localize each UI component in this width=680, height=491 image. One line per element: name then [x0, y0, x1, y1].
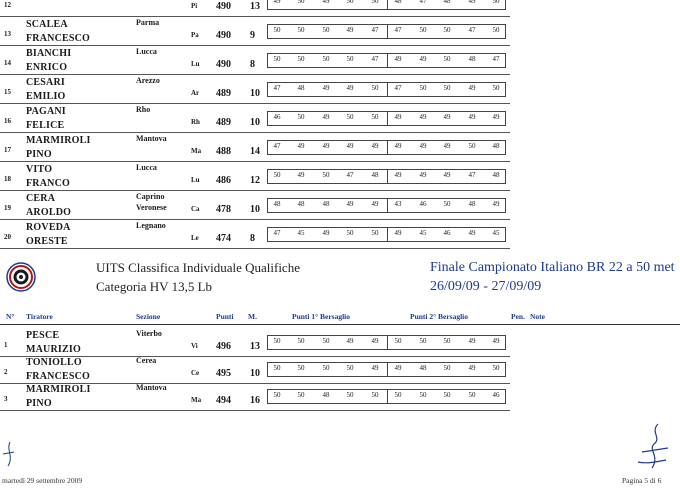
score-cell: 50	[297, 26, 305, 34]
shooter-firstname: FRANCO	[26, 178, 70, 189]
shooter-surname: PESCE	[26, 330, 60, 341]
total-points: 474	[216, 233, 231, 244]
header-no: N°	[6, 312, 15, 321]
score-cell: 50	[492, 364, 500, 372]
score-cell: 50	[492, 26, 500, 34]
score-cell: 50	[273, 337, 281, 345]
shooter-section: Legnano	[136, 221, 166, 230]
score-cell: 50	[371, 229, 379, 237]
section-abbr: Lu	[191, 60, 200, 68]
shooter-section: Caprino	[136, 192, 165, 201]
row-number: 13	[4, 30, 11, 38]
score-cell: 49	[443, 171, 451, 179]
category-label: Categoria HV 13,5 Lb	[96, 279, 213, 294]
row-number: 14	[4, 59, 11, 67]
score-cell: 49	[419, 113, 427, 121]
header-rule	[0, 324, 680, 325]
total-points: 495	[216, 368, 231, 379]
score-cell: 49	[443, 113, 451, 121]
score-cell: 49	[371, 200, 379, 208]
score-cell: 49	[371, 337, 379, 345]
mouches-count: 14	[250, 146, 260, 157]
score-cell: 50	[297, 337, 305, 345]
score-cell: 48	[443, 0, 451, 5]
score-cell: 50	[419, 337, 427, 345]
score-cell: 50	[297, 55, 305, 63]
table-row	[0, 191, 680, 220]
shooter-section: Rho	[136, 105, 151, 114]
score-cell: 50	[468, 391, 476, 399]
table-row	[0, 46, 680, 75]
score-cell: 50	[443, 84, 451, 92]
mouches-count: 10	[250, 204, 260, 215]
row-number: 2	[4, 368, 8, 376]
shooter-surname: TONIOLLO	[26, 357, 82, 368]
table-row	[0, 17, 680, 46]
event-dates: 26/09/09 - 27/09/09	[430, 279, 542, 294]
shooter-firstname: FRANCESCO	[26, 33, 91, 44]
score-cell: 49	[419, 142, 427, 150]
score-cell: 49	[394, 113, 402, 121]
score-cell: 45	[419, 229, 427, 237]
score-cell: 50	[443, 200, 451, 208]
shooter-section: Parma	[136, 18, 160, 27]
score-cell: 49	[394, 142, 402, 150]
header-target2: Punti 2° Bersaglio	[410, 312, 469, 321]
score-cell: 50	[443, 391, 451, 399]
score-cell: 50	[394, 337, 402, 345]
score-cell: 50	[346, 0, 354, 5]
shooter-section: Mantova	[136, 134, 167, 143]
total-points: 490	[216, 30, 231, 41]
table-row	[0, 0, 680, 17]
score-cell: 50	[322, 337, 330, 345]
score-cell: 46	[419, 200, 427, 208]
shooter-firstname: MAURIZIO	[26, 344, 81, 355]
header-m: M.	[248, 312, 257, 321]
total-points: 489	[216, 88, 231, 99]
score-cell: 49	[346, 26, 354, 34]
shooter-surname: ROVEDA	[26, 222, 71, 233]
score-cell: 50	[273, 391, 281, 399]
total-points: 496	[216, 341, 231, 352]
score-cell: 50	[346, 391, 354, 399]
shooter-firstname: FELICE	[26, 120, 65, 131]
row-number: 12	[4, 1, 11, 9]
score-cell: 49	[492, 113, 500, 121]
table-row	[0, 75, 680, 104]
score-cell: 49	[322, 84, 330, 92]
score-cell: 49	[394, 55, 402, 63]
shooter-section-line2: Veronese	[136, 203, 167, 212]
score-cell: 49	[273, 0, 281, 5]
row-number: 19	[4, 204, 11, 212]
section-abbr: Rh	[191, 118, 200, 126]
mouches-count: 13	[250, 341, 260, 352]
score-cell: 49	[371, 142, 379, 150]
score-cell: 50	[346, 113, 354, 121]
score-cell: 49	[394, 364, 402, 372]
score-cell: 50	[443, 364, 451, 372]
score-cell: 50	[371, 391, 379, 399]
score-cell: 46	[443, 229, 451, 237]
score-cell: 50	[273, 26, 281, 34]
score-cell: 49	[322, 229, 330, 237]
score-cell: 48	[273, 200, 281, 208]
table-row	[0, 220, 680, 249]
score-cell: 49	[346, 200, 354, 208]
header-points: Punti	[216, 312, 234, 321]
score-cell: 50	[346, 55, 354, 63]
section-abbr: Ca	[191, 205, 200, 213]
score-cell: 50	[492, 0, 500, 5]
table-row	[0, 104, 680, 133]
shooter-surname: CESARI	[26, 77, 65, 88]
score-cell: 47	[468, 26, 476, 34]
score-cell: 50	[443, 26, 451, 34]
score-cell: 50	[322, 55, 330, 63]
score-cell: 50	[346, 364, 354, 372]
page-title: UITS Classifica Individuale Qualifiche	[96, 260, 300, 275]
shooter-surname	[26, 0, 76, 1]
score-cell: 50	[371, 84, 379, 92]
shooter-firstname: PINO	[26, 398, 52, 409]
row-separator	[0, 410, 510, 411]
score-cell: 49	[346, 84, 354, 92]
row-number: 17	[4, 146, 11, 154]
footer-page-number: Pagina 5 di 6	[622, 476, 662, 485]
total-points: 488	[216, 146, 231, 157]
score-cell: 49	[492, 337, 500, 345]
table-row	[0, 133, 680, 162]
shooter-section: Mantova	[136, 383, 167, 392]
header-shooter: Tiratore	[26, 312, 53, 321]
section-abbr: Lu	[191, 176, 200, 184]
shooter-firstname: ORESTE	[26, 236, 68, 247]
score-cell: 50	[322, 26, 330, 34]
signature-right	[628, 422, 676, 474]
section-abbr: Pi	[191, 2, 198, 10]
score-cell: 45	[297, 229, 305, 237]
shooter-firstname: EMILIO	[26, 91, 66, 102]
score-cell: 49	[394, 171, 402, 179]
score-cell: 48	[492, 171, 500, 179]
score-cell: 50	[419, 84, 427, 92]
footer-date: martedì 29 settembre 2009	[2, 476, 83, 485]
score-cell: 48	[394, 0, 402, 5]
mouches-count: 9	[250, 30, 255, 41]
shooter-firstname: PINO	[26, 149, 52, 160]
mouches-count: 13	[250, 1, 260, 12]
uits-logo-icon	[6, 262, 36, 292]
score-cell: 50	[297, 0, 305, 5]
score-cell: 47	[273, 142, 281, 150]
score-cell: 49	[468, 113, 476, 121]
mouches-count: 10	[250, 368, 260, 379]
score-cell: 48	[371, 171, 379, 179]
score-cell: 50	[419, 26, 427, 34]
shooter-surname: MARMIROLI	[26, 384, 91, 395]
shooter-firstname: FRANCESCO	[26, 371, 91, 382]
table-row	[0, 382, 680, 411]
mouches-count: 10	[250, 88, 260, 99]
score-cell: 49	[297, 142, 305, 150]
shooter-firstname: AROLDO	[26, 207, 72, 218]
header-target1: Punti 1° Bersaglio	[292, 312, 351, 321]
score-cell: 50	[419, 391, 427, 399]
score-cell: 50	[371, 0, 379, 5]
score-cell: 49	[322, 142, 330, 150]
score-cell: 50	[346, 229, 354, 237]
score-cell: 50	[443, 337, 451, 345]
score-cell: 47	[371, 55, 379, 63]
total-points: 490	[216, 1, 231, 12]
score-cell: 49	[297, 171, 305, 179]
score-cell: 50	[443, 55, 451, 63]
shooter-section: Cerea	[136, 356, 157, 365]
table-row	[0, 328, 680, 357]
score-cell: 50	[322, 364, 330, 372]
score-cell: 47	[371, 26, 379, 34]
score-cell: 50	[273, 171, 281, 179]
event-title: Finale Campionato Italiano BR 22 a 50 met	[430, 260, 675, 275]
score-cell: 50	[492, 84, 500, 92]
score-cell: 50	[322, 171, 330, 179]
score-cell: 49	[468, 84, 476, 92]
score-cell: 47	[419, 0, 427, 5]
score-cell: 49	[394, 229, 402, 237]
score-cell: 47	[492, 55, 500, 63]
score-cell: 48	[468, 55, 476, 63]
shooter-surname: SCALEA	[26, 19, 68, 30]
score-cell: 49	[419, 171, 427, 179]
score-cell: 48	[322, 200, 330, 208]
score-cell: 47	[394, 26, 402, 34]
score-cell: 49	[443, 142, 451, 150]
score-cell: 47	[273, 84, 281, 92]
total-points: 478	[216, 204, 231, 215]
row-number: 18	[4, 175, 11, 183]
mouches-count: 10	[250, 117, 260, 128]
score-cell: 48	[468, 200, 476, 208]
score-cell: 49	[468, 0, 476, 5]
score-cell: 46	[492, 391, 500, 399]
shooter-section: Lucca	[136, 47, 157, 56]
row-separator	[0, 248, 510, 249]
score-cell: 48	[492, 142, 500, 150]
header-pen: Pen.	[511, 312, 525, 321]
score-cell: 49	[371, 364, 379, 372]
score-cell: 43	[394, 200, 402, 208]
shooter-surname: BIANCHI	[26, 48, 72, 59]
section-abbr: Vi	[191, 342, 198, 350]
section-abbr: Ma	[191, 147, 202, 155]
shooter-firstname: ENRICO	[26, 62, 68, 73]
score-cell: 49	[468, 229, 476, 237]
score-cell: 49	[322, 0, 330, 5]
score-cell: 49	[468, 364, 476, 372]
score-cell: 50	[297, 113, 305, 121]
total-points: 486	[216, 175, 231, 186]
score-cell: 47	[346, 171, 354, 179]
shooter-section: Viterbo	[136, 329, 162, 338]
score-cell: 46	[273, 113, 281, 121]
score-cell: 49	[419, 55, 427, 63]
score-cell: 50	[468, 142, 476, 150]
header-note: Note	[530, 312, 545, 321]
row-number: 20	[4, 233, 11, 241]
score-cell: 49	[492, 200, 500, 208]
score-cell: 48	[419, 364, 427, 372]
total-points: 494	[216, 395, 231, 406]
shooter-section: Arezzo	[136, 76, 160, 85]
shooter-section: Lucca	[136, 163, 157, 172]
table-row	[0, 162, 680, 191]
score-cell: 48	[322, 391, 330, 399]
score-cell: 45	[492, 229, 500, 237]
score-cell: 50	[297, 364, 305, 372]
shooter-surname: MARMIROLI	[26, 135, 91, 146]
header-section: Sezione	[136, 312, 161, 321]
mouches-count: 8	[250, 233, 255, 244]
score-cell: 49	[346, 337, 354, 345]
section-abbr: Pa	[191, 31, 199, 39]
total-points: 490	[216, 59, 231, 70]
section-abbr: Ma	[191, 396, 202, 404]
score-cell: 48	[297, 84, 305, 92]
mouches-count: 8	[250, 59, 255, 70]
row-number: 15	[4, 88, 11, 96]
score-cell: 50	[273, 55, 281, 63]
score-cell: 47	[468, 171, 476, 179]
score-cell: 48	[297, 200, 305, 208]
mouches-count: 12	[250, 175, 260, 186]
section-abbr: Ce	[191, 369, 200, 377]
score-cell: 49	[322, 113, 330, 121]
row-number: 1	[4, 341, 8, 349]
shooter-surname: VITO	[26, 164, 53, 175]
shooter-surname: PAGANI	[26, 106, 66, 117]
score-cell: 47	[273, 229, 281, 237]
score-cell: 49	[468, 337, 476, 345]
score-cell: 50	[273, 364, 281, 372]
score-cell: 49	[346, 142, 354, 150]
score-cell: 50	[394, 391, 402, 399]
score-cell: 47	[394, 84, 402, 92]
total-points: 489	[216, 117, 231, 128]
row-number: 16	[4, 117, 11, 125]
section-abbr: Ar	[191, 89, 200, 97]
shooter-surname: CERA	[26, 193, 56, 204]
row-number: 3	[4, 395, 8, 403]
mouches-count: 16	[250, 395, 260, 406]
signature-left	[0, 440, 20, 470]
table-row	[0, 355, 680, 384]
score-cell: 50	[297, 391, 305, 399]
score-cell: 50	[371, 113, 379, 121]
section-abbr: Le	[191, 234, 199, 242]
